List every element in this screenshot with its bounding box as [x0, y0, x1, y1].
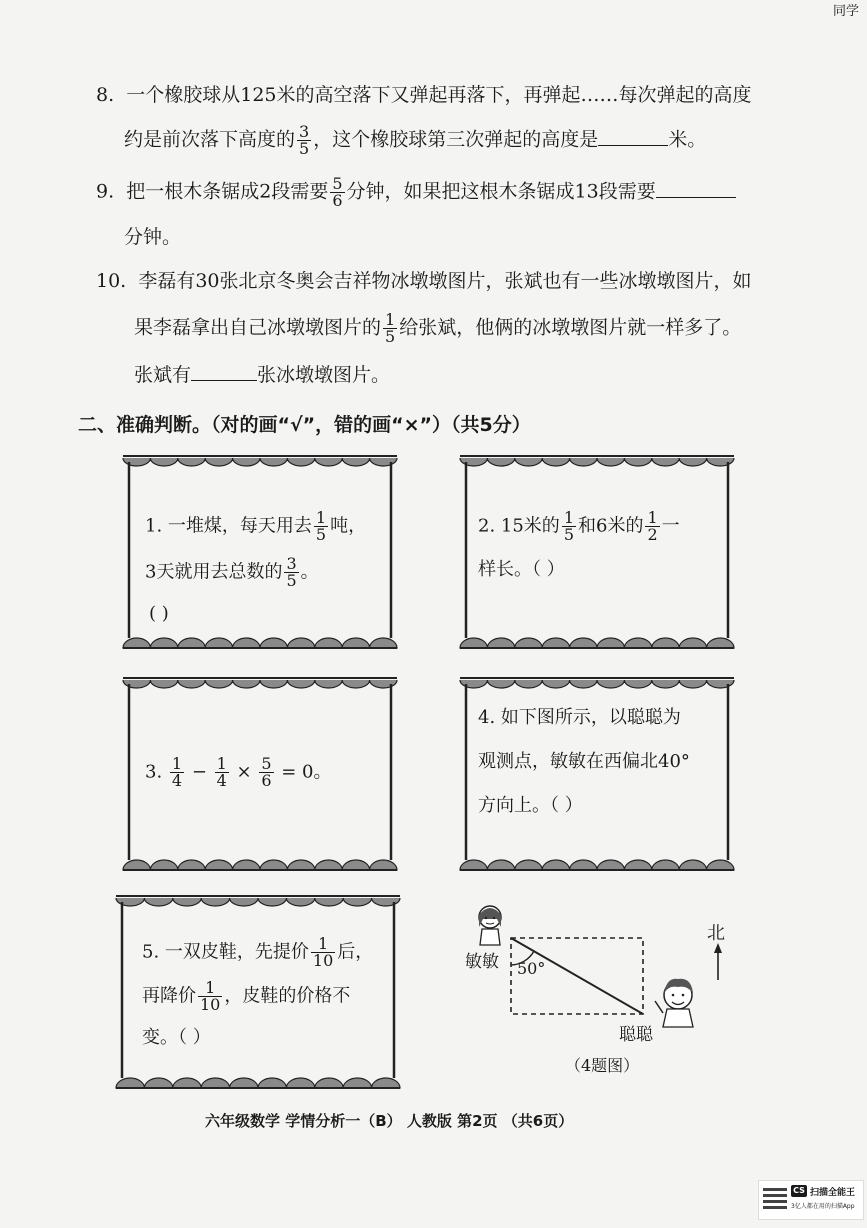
fraction: $\frac{1}{5}$	[385, 310, 396, 346]
fraction: $\frac{5}{6}$	[332, 174, 343, 210]
judge-4-line2: 观测点，敏敏在西偏北40°	[478, 751, 690, 772]
judge-4-line3: 方向上。（ ）	[478, 795, 583, 816]
section-heading: 二、准确判断。（对的画“√”，错的画“×”）（共5分）	[78, 414, 531, 436]
page-footer: 六年级数学 学情分析一（B） 人教版 第2页 （共6页）	[205, 1112, 574, 1130]
question-10-line1	[96, 266, 752, 296]
judge-5-line2: 再降价 $\frac{1}{10}$ ，皮鞋的价格不	[142, 978, 351, 1014]
question-text: 张斌有	[134, 364, 192, 386]
answer-parens[interactable]: ( )	[149, 603, 169, 624]
judge-2-line1: 2. 15米的 $\frac{1}{5}$ 和6米的 $\frac{1}{2}$ 一	[478, 508, 680, 544]
question-text: 张冰墩墩图片。	[257, 364, 391, 386]
scanner-subtitle: 3亿人都在用的扫描App	[791, 1203, 855, 1210]
question-text: 分钟，如果把这根木条锯成13段需要	[346, 180, 656, 203]
judge-1-line1: 1. 一堆煤，每天用去 $\frac{1}{5}$ 吨，	[145, 508, 367, 544]
scanner-logo-icon: CS	[791, 1185, 807, 1197]
fraction: $\frac{1}{5}$	[563, 508, 574, 544]
question-text: 果李磊拿出自己冰墩墩图片的	[134, 316, 382, 339]
person-label-minmin: 敏敏	[465, 952, 499, 972]
answer-blank[interactable]	[656, 197, 736, 198]
scanner-title: 扫描全能王	[810, 1188, 856, 1198]
qr-code-icon	[763, 1185, 787, 1209]
question-9-line2: 分钟。	[124, 226, 182, 248]
fraction: $\frac{1}{5}$	[315, 508, 327, 544]
question-10-line3	[134, 360, 390, 390]
fraction: $\frac{1}{10}$	[312, 934, 334, 970]
question-text: 约是前次落下高度的	[124, 128, 296, 151]
north-label: 北	[707, 923, 725, 944]
figure-caption: （4题图）	[565, 1056, 640, 1075]
question-number: 10.	[96, 270, 127, 292]
scallop-top	[123, 680, 397, 688]
judge-4-line1: 4. 如下图所示，以聪聪为	[478, 707, 681, 728]
question-text: 给张斌，他俩的冰墩墩图片就一样多了。	[399, 316, 742, 339]
girl-icon	[479, 906, 501, 945]
answer-blank[interactable]	[598, 145, 668, 146]
fraction: $\frac{1}{4}$	[171, 754, 183, 790]
judge-panel-2	[452, 452, 742, 652]
curtain-frame	[452, 452, 742, 652]
scallop-bottom	[123, 860, 397, 870]
question-8-line1	[96, 80, 752, 110]
answer-blank[interactable]	[191, 380, 257, 381]
question-8-line2	[124, 124, 706, 157]
question-9-line1	[96, 176, 736, 209]
scallop-top	[123, 458, 397, 466]
angle-label: 50°	[517, 959, 546, 978]
corner-text: 同学	[832, 4, 859, 19]
question-text: ，这个橡胶球第三次弹起的高度是	[313, 128, 599, 151]
scallop-bottom	[123, 638, 397, 648]
judge-2-line2: 样长。（ ）	[478, 559, 565, 580]
scanner-watermark	[758, 1180, 864, 1220]
judge-3-line1: 3. $\frac{1}{4}$ − $\frac{1}{4}$ × $\frac{5}{6}$ = 0。	[145, 754, 332, 790]
judge-1-line2: 3天就用去总数的 $\frac{3}{5}$ 。	[145, 554, 319, 590]
boy-icon	[655, 979, 693, 1027]
fraction: $\frac{1}{4}$	[216, 754, 227, 790]
judge-panel-5	[108, 892, 408, 1092]
person-label-congcong: 聪聪	[619, 1025, 653, 1045]
scallop-bottom	[116, 1078, 400, 1088]
fraction: $\frac{5}{6}$	[261, 754, 272, 790]
fraction: $\frac{1}{2}$	[647, 508, 658, 544]
scallop-top	[460, 458, 734, 466]
question-number: 8.	[96, 84, 115, 106]
direction-figure	[455, 905, 755, 1085]
judge-panel-1	[115, 452, 405, 652]
judge-5-line1: 5. 一双皮鞋，先提价 $\frac{1}{10}$ 后，	[142, 934, 374, 970]
question-text: 米。	[668, 128, 707, 151]
scallop-top	[116, 898, 400, 906]
judge-panel-4	[452, 674, 742, 874]
question-text: 李磊有30张北京冬奥会吉祥物冰墩墩图片，张斌也有一些冰墩墩图片，如	[138, 270, 752, 292]
question-10-line2	[134, 312, 741, 345]
judge-5-line3: 变。（ ）	[142, 1027, 211, 1048]
scallop-top	[460, 680, 734, 688]
fraction: $\frac{3}{5}$	[299, 122, 310, 158]
question-text: 一个橡胶球从125米的高空落下又弹起再落下，再弹起……每次弹起的高度	[126, 84, 752, 106]
question-text: 把一根木条锯成2段需要	[126, 180, 329, 203]
scallop-bottom	[460, 638, 734, 648]
judge-panel-3	[115, 674, 405, 874]
fraction: $\frac{3}{5}$	[286, 554, 297, 590]
scallop-bottom	[460, 860, 734, 870]
fraction: $\frac{1}{10}$	[200, 978, 221, 1014]
question-number: 9.	[96, 180, 115, 203]
